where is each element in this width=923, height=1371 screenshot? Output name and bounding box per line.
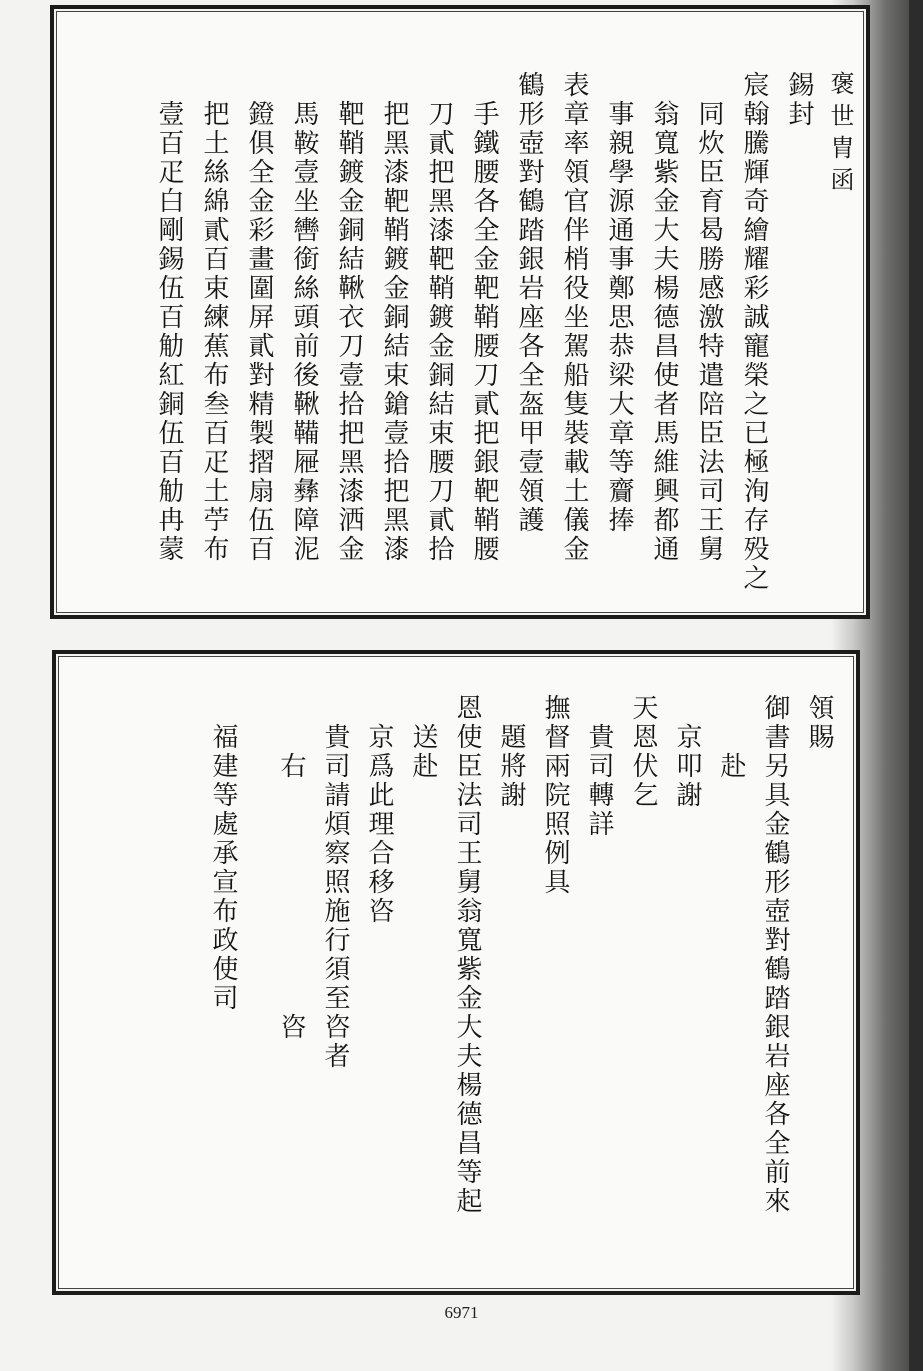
text-column-top-11: 靶鞘鍍金銅結鞦衣刀壹拾把黑漆洒金	[334, 71, 364, 564]
bottom-text-panel	[52, 650, 860, 1295]
header-column: 褒世胄函	[826, 71, 854, 199]
text-column-bottom-6: 貴司轉詳	[584, 694, 614, 839]
text-column-bottom-7: 撫督兩院照例具	[540, 694, 570, 897]
text-column-bottom-10: 送赴	[408, 694, 438, 781]
text-column-bottom-1: 領賜	[804, 694, 834, 752]
text-column-top-9: 刀貳把黑漆靶鞘鍍金銅結束腰刀貳拾	[424, 71, 454, 564]
text-column-top-3: 同炊臣育曷勝感激特遣陪臣法司王舅	[694, 71, 724, 564]
text-column-top-10: 把黑漆靶鞘鍍金銅結束鎗壹拾把黑漆	[379, 71, 409, 564]
page-number: 6971	[444, 1303, 479, 1322]
text-column-top-6: 表章率領官伴梢役坐駕船隻裝載土儀金	[559, 71, 589, 564]
text-column-bottom-14: 福建等處承宣布政使司	[208, 694, 238, 1013]
text-column-top-4: 翁寬紫金大夫楊德昌使者馬維興都通	[649, 71, 679, 564]
text-column-bottom-8: 題將謝	[496, 694, 526, 810]
text-column-bottom-9: 恩使臣法司王舅翁寬紫金大夫楊德昌等起	[452, 694, 482, 1216]
text-column-top-1: 錫封	[784, 71, 814, 129]
text-column-top-2: 宸翰騰輝奇繪耀彩誠寵榮之已極洵存殁之	[739, 71, 769, 593]
text-column-bottom-11: 京爲此理合移咨	[364, 694, 394, 926]
top-text-panel	[50, 5, 870, 619]
binding-edge	[909, 0, 923, 1371]
text-column-bottom-13: 右 咨	[276, 694, 306, 1042]
text-column-top-8: 手鐵腰各全金靶鞘腰刀貳把銀靶鞘腰	[469, 71, 499, 564]
text-column-bottom-12: 貴司請煩察照施行須至咨者	[320, 694, 350, 1071]
text-column-bottom-4: 京叩謝	[672, 694, 702, 810]
text-column-bottom-3: 赴	[716, 694, 746, 781]
text-column-top-7: 鶴形壺對鶴踏銀岩座各全盔甲壹領護	[514, 71, 544, 535]
text-column-bottom-5: 天恩伏乞	[628, 694, 658, 810]
text-column-top-12: 馬鞍壹坐轡銜絲頭前後鞦鞴屜彝障泥	[289, 71, 319, 564]
text-column-bottom-2: 御書另具金鶴形壺對鶴踏銀岩座各全前來	[760, 694, 790, 1216]
text-column-top-14: 把土絲綿貳百束練蕉布叁百疋土苧布	[199, 71, 229, 564]
text-column-top-13: 鐙俱全金彩畫圍屏貳對精製摺扇伍百	[244, 71, 274, 564]
text-column-top-5: 事親學源通事鄭思恭梁大章等齎捧	[604, 71, 634, 535]
text-column-top-15: 壹百疋白剛錫伍百觔紅銅伍百觔冉蒙	[154, 71, 184, 564]
